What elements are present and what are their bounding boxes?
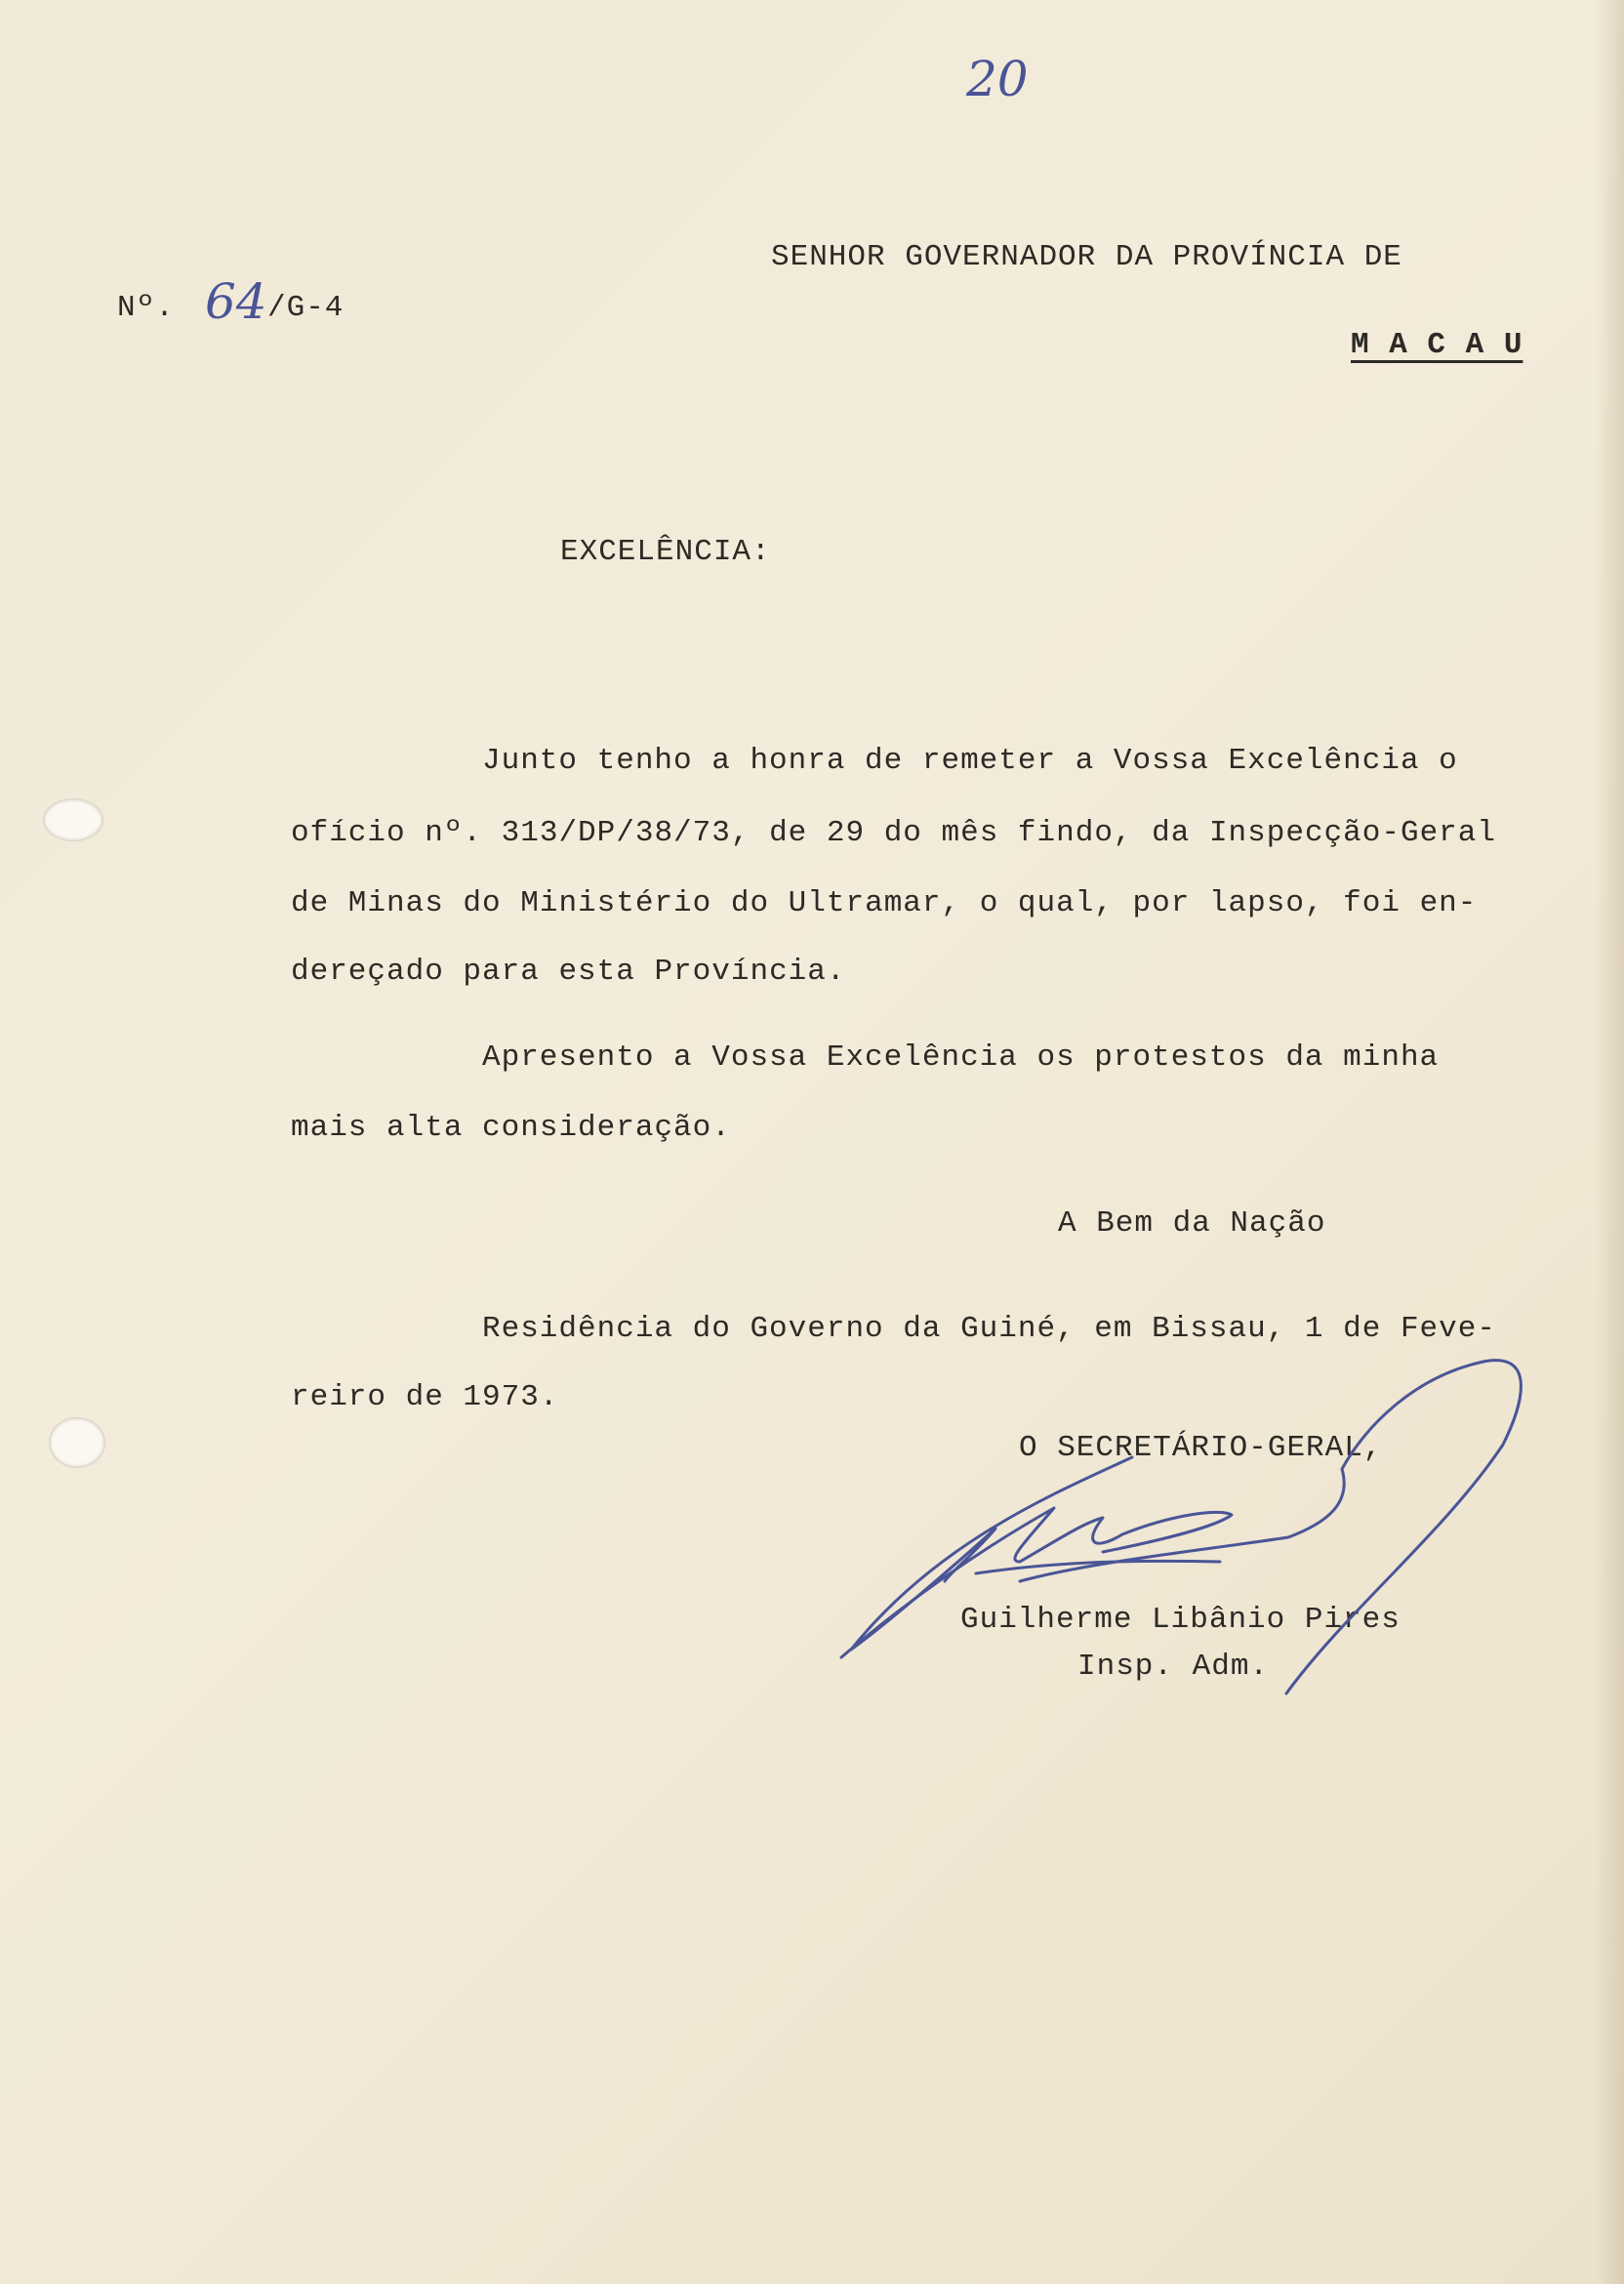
reference-suffix: /G-4 bbox=[267, 291, 345, 325]
paper-edge-shadow bbox=[1595, 0, 1624, 2284]
addressee-province: M A C A U bbox=[1351, 328, 1523, 362]
salutation: EXCELÊNCIA: bbox=[560, 535, 771, 569]
body-line: mais alta consideração. bbox=[291, 1111, 731, 1145]
signatory-title: O SECRETÁRIO-GERAL, bbox=[1019, 1431, 1383, 1465]
place-date-line: Residência do Governo da Guiné, em Bissau, 1 de Feve- bbox=[482, 1312, 1496, 1346]
addressee-line: SENHOR GOVERNADOR DA PROVÍNCIA DE bbox=[771, 240, 1402, 274]
punch-hole-bottom bbox=[49, 1417, 105, 1468]
reference-prefix: Nº. bbox=[117, 291, 175, 325]
reference-number-handwritten: 64 bbox=[205, 273, 267, 330]
closing-formula: A Bem da Nação bbox=[1058, 1206, 1326, 1241]
body-line: Apresento a Vossa Excelência os protestos da minha bbox=[482, 1040, 1440, 1075]
signatory-role: Insp. Adm. bbox=[1077, 1650, 1270, 1684]
place-date-line: reiro de 1973. bbox=[291, 1380, 559, 1414]
body-line: ofício nº. 313/DP/38/73, de 29 do mês findo, da Inspecção-Geral bbox=[291, 816, 1496, 850]
handwritten-page-number: 20 bbox=[966, 51, 1029, 107]
body-line: Junto tenho a honra de remeter a Vossa Excelência o bbox=[482, 744, 1458, 778]
punch-hole-top bbox=[43, 798, 103, 841]
signatory-name: Guilherme Libânio Pires bbox=[960, 1603, 1401, 1637]
body-line: de Minas do Ministério do Ultramar, o qual, por lapso, foi en- bbox=[291, 886, 1478, 920]
body-line: dereçado para esta Província. bbox=[291, 955, 846, 989]
